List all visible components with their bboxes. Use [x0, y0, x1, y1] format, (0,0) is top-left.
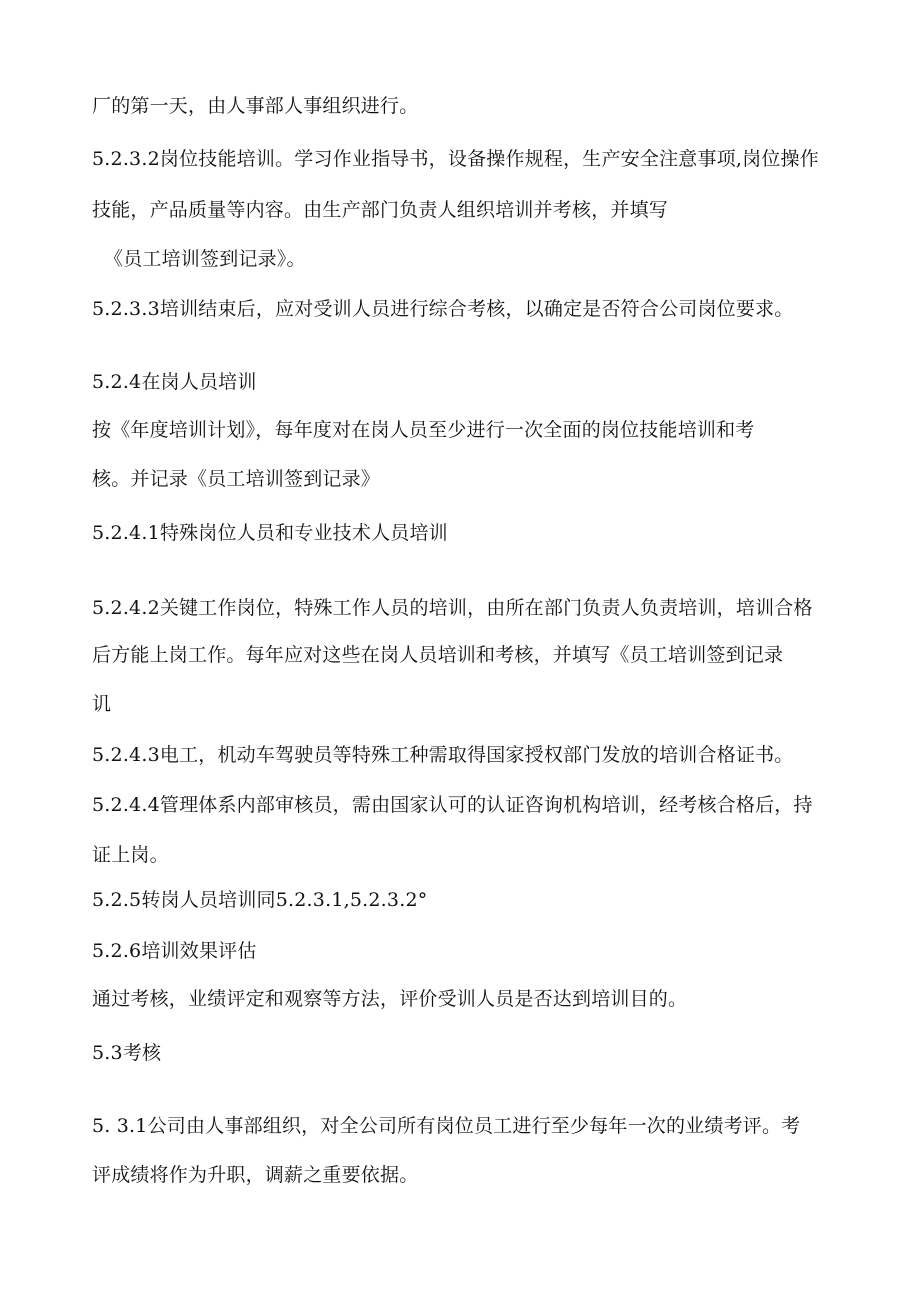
section-5-2-3-2-line: 5.2.3.2岗位技能培训。学习作业指导书，设备操作规程，生产安全注意事项,岗位操作	[92, 148, 819, 170]
section-5-3-heading: 5.3考核	[92, 1042, 162, 1064]
section-5-2-4-3-line: 5.2.4.3电工，机动车驾驶员等特殊工种需取得国家授权部门发放的培训合格证书。	[92, 744, 794, 766]
section-5-2-5-line: 5.2.5转岗人员培训同5.2.3.1,5.2.3.2°	[92, 889, 428, 911]
text-line: 讥	[92, 693, 112, 715]
section-5-2-4-1-line: 5.2.4.1特殊岗位人员和专业技术人员培训	[92, 522, 448, 544]
text-line: 核。并记录《员工培训签到记录》	[92, 468, 381, 490]
text-line: 证上岗。	[92, 844, 169, 866]
text-line: 技能，产品质量等内容。由生产部门负责人组织培训并考核，并填写	[92, 199, 669, 221]
text-line: 通过考核，业绩评定和观察等方法，评价受训人员是否达到培训目的。	[92, 988, 688, 1010]
section-5-2-6-heading: 5.2.6培训效果评估	[92, 940, 257, 962]
section-5-2-3-3-line: 5.2.3.3培训结束后，应对受训人员进行综合考核，以确定是否符合公司岗位要求。	[92, 298, 794, 320]
section-5-2-4-2-line: 5.2.4.2关键工作岗位，特殊工作人员的培训，由所在部门负责人负责培训，培训合格	[92, 597, 813, 619]
text-line: 后方能上岗工作。每年应对这些在岗人员培训和考核，并填写《员工培训签到记录	[92, 644, 784, 666]
text-line: 按《年度培训计划》，每年度对在岗人员至少进行一次全面的岗位技能培训和考	[92, 419, 755, 441]
text-line: 《员工培训签到记录》。	[104, 248, 306, 270]
text-line: 厂的第一天，由人事部人事组织进行。	[92, 95, 419, 117]
section-5-2-4-4-line: 5.2.4.4管理体系内部审核员，需由国家认可的认证咨询机构培训，经考核合格后，持	[92, 794, 813, 816]
section-5-3-1-line: 5. 3.1公司由人事部组织，对全公司所有岗位员工进行至少每年一次的业绩考评。考	[92, 1115, 801, 1137]
section-5-2-4-heading: 5.2.4在岗人员培训	[92, 371, 257, 393]
text-line: 评成绩将作为升职，调薪之重要依据。	[92, 1164, 419, 1186]
